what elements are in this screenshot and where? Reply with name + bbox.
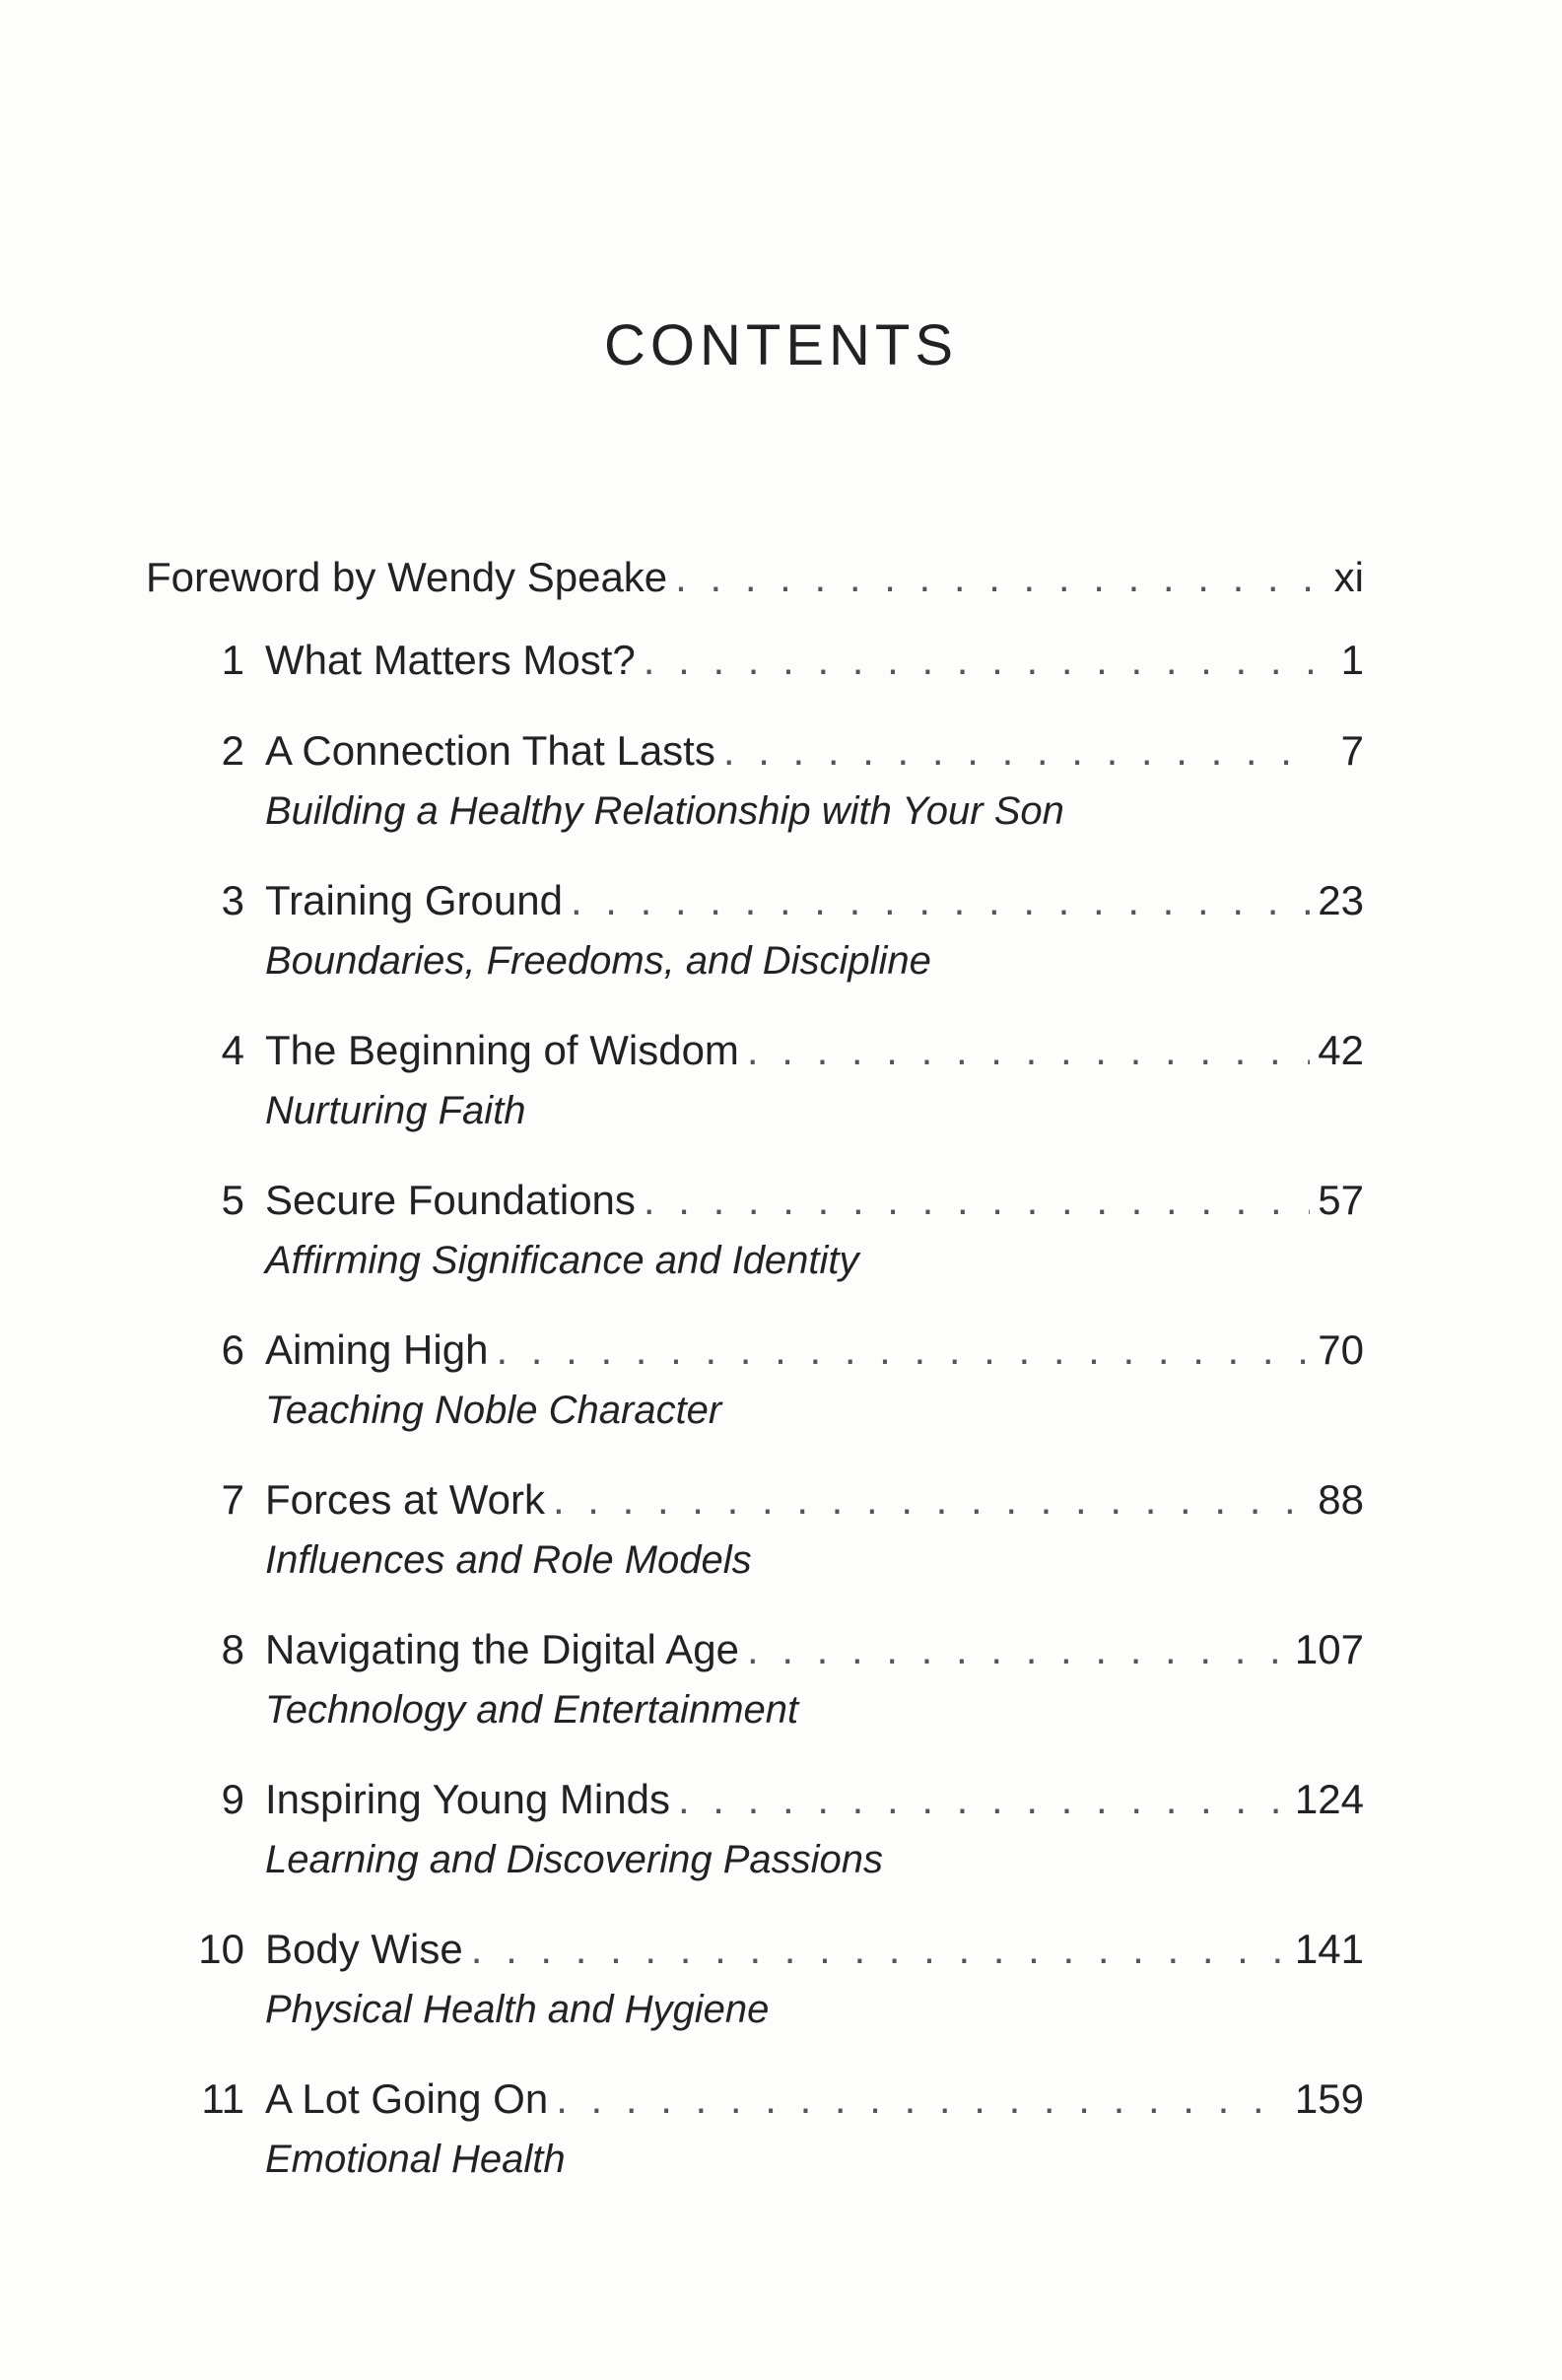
toc-entry-10 — [146, 1919, 1364, 2039]
entry-title: Aiming High — [265, 1326, 489, 1373]
toc-entry-11 — [146, 2069, 1364, 2189]
dot-leader — [747, 1020, 1310, 1081]
dot-leader — [471, 1919, 1287, 1980]
entry-page-number: xi — [1333, 554, 1364, 600]
entry-page-number: 70 — [1318, 1326, 1364, 1373]
entry-page-number: 7 — [1340, 727, 1364, 774]
chapter-number: 6 — [221, 1326, 244, 1373]
entry-subtitle: Nurturing Faith — [265, 1089, 526, 1132]
chapter-number: 4 — [221, 1027, 244, 1073]
dot-leader — [556, 2069, 1287, 2130]
entry-title: A Lot Going On — [265, 2075, 549, 2122]
entry-subtitle: Affirming Significance and Identity — [265, 1239, 859, 1282]
entry-subtitle: Building a Healthy Relationship with Your Son — [265, 789, 1064, 833]
toc-entry-8 — [146, 1619, 1364, 1739]
entry-page-number: 107 — [1294, 1626, 1364, 1672]
toc-entry-2 — [146, 720, 1364, 841]
table-of-contents — [146, 547, 1364, 2218]
dot-leader — [644, 630, 1317, 691]
entry-title: The Beginning of Wisdom — [265, 1027, 739, 1073]
entry-subtitle: Boundaries, Freedoms, and Discipline — [265, 939, 931, 983]
toc-entry-1 — [146, 630, 1364, 691]
dot-leader — [553, 1469, 1310, 1530]
chapter-number: 8 — [221, 1626, 244, 1672]
toc-row — [146, 870, 1364, 931]
entry-page-number: 141 — [1294, 1926, 1364, 1972]
toc-row — [146, 1619, 1364, 1680]
entry-page-number: 124 — [1294, 1776, 1364, 1822]
dot-leader — [644, 1170, 1310, 1231]
entry-title: Inspiring Young Minds — [265, 1776, 670, 1822]
entry-page-number: 159 — [1294, 2075, 1364, 2122]
entry-subtitle: Physical Health and Hygiene — [265, 1988, 770, 2031]
toc-entry-7 — [146, 1469, 1364, 1590]
entry-title: A Connection That Lasts — [265, 727, 715, 774]
chapter-number: 1 — [221, 637, 244, 683]
entry-page-number: 42 — [1318, 1027, 1364, 1073]
chapter-number: 9 — [221, 1776, 244, 1822]
toc-row — [146, 720, 1364, 782]
toc-row — [146, 1020, 1364, 1081]
chapter-number: 3 — [221, 877, 244, 923]
entry-title: Training Ground — [265, 877, 563, 923]
chapter-number: 10 — [198, 1926, 244, 1972]
toc-entry-5 — [146, 1170, 1364, 1290]
page-title: CONTENTS — [604, 312, 958, 377]
entry-subtitle: Teaching Noble Character — [265, 1389, 722, 1432]
toc-row — [146, 547, 1364, 608]
chapter-number: 2 — [221, 727, 244, 774]
entry-page-number: 57 — [1318, 1177, 1364, 1223]
toc-row — [146, 630, 1364, 691]
dot-leader — [678, 1769, 1287, 1830]
dot-leader — [571, 870, 1310, 931]
toc-entry-4 — [146, 1020, 1364, 1140]
entry-page-number: 1 — [1340, 637, 1364, 683]
toc-row — [146, 1769, 1364, 1830]
entry-subtitle: Influences and Role Models — [265, 1538, 752, 1582]
toc-entry-9 — [146, 1769, 1364, 1889]
entry-subtitle: Learning and Discovering Passions — [265, 1838, 884, 1881]
entry-page-number: 88 — [1318, 1476, 1364, 1523]
dot-leader — [675, 547, 1317, 608]
dot-leader — [496, 1320, 1310, 1381]
entry-title: What Matters Most? — [265, 637, 636, 683]
toc-row — [146, 1919, 1364, 1980]
toc-entry-foreword — [146, 547, 1364, 608]
entry-page-number: 23 — [1318, 877, 1364, 923]
toc-entry-3 — [146, 870, 1364, 990]
chapter-number: 5 — [221, 1177, 244, 1223]
dot-leader — [747, 1619, 1287, 1680]
toc-row — [146, 2069, 1364, 2130]
entry-subtitle: Emotional Health — [265, 2138, 566, 2181]
toc-row — [146, 1170, 1364, 1231]
toc-row — [146, 1469, 1364, 1530]
toc-entry-6 — [146, 1320, 1364, 1440]
entry-title: Secure Foundations — [265, 1177, 636, 1223]
entry-title: Navigating the Digital Age — [265, 1626, 739, 1672]
dot-leader — [723, 720, 1317, 782]
entry-title: Body Wise — [265, 1926, 463, 1972]
entry-subtitle: Technology and Entertainment — [265, 1688, 799, 1732]
entry-title: Foreword by Wendy Speake — [146, 554, 668, 600]
chapter-number: 7 — [221, 1476, 244, 1523]
toc-row — [146, 1320, 1364, 1381]
chapter-number: 11 — [201, 2075, 244, 2122]
entry-title: Forces at Work — [265, 1476, 545, 1523]
